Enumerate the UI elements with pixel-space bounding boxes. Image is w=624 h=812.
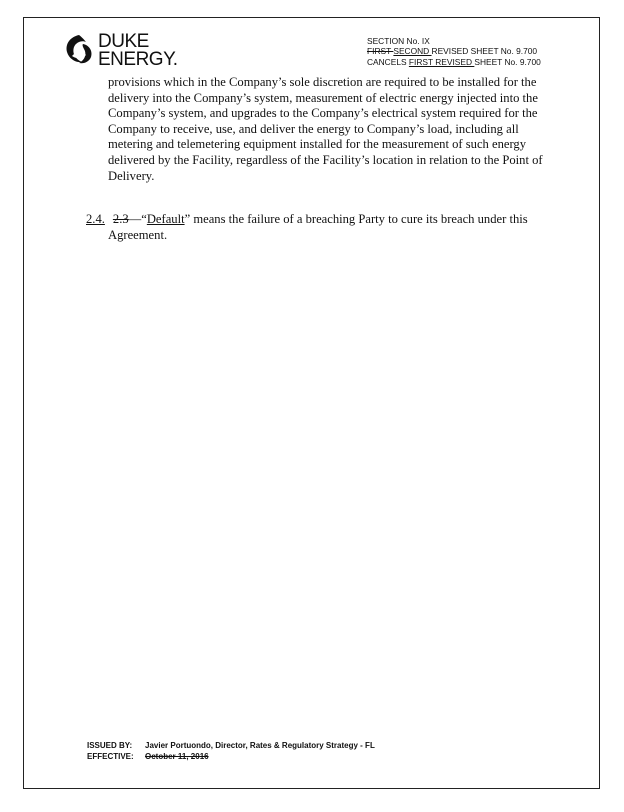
cancels-prefix: CANCELS (367, 56, 409, 67)
effective-line (87, 752, 375, 763)
logo-text-duke: DUKE (98, 31, 149, 52)
quote-open: “ (141, 212, 147, 226)
revised-sheet-text: REVISED SHEET No. 9.700 (431, 46, 538, 57)
cancels-inserted-text: FIRST REVISED (408, 56, 475, 67)
definition-text: means the failure of a breaching Party to cure its breach under this (190, 212, 528, 226)
quote-close: ” (184, 212, 191, 226)
item-number: 2.4. (86, 212, 105, 226)
logo-text-energy: ENERGY. (98, 49, 178, 70)
issued-by-value: Javier Portuondo, Director, Rates & Regulatory Strategy - FL (145, 741, 375, 750)
duke-energy-logo (62, 28, 212, 76)
item-dash: — (128, 212, 142, 226)
duke-energy-flame-icon (62, 32, 96, 66)
cancels-sheet-text: SHEET No. 9.700 (474, 56, 541, 67)
effective-date: October 11, 2016 (145, 751, 209, 761)
issued-by-line (87, 741, 375, 752)
section-number: SECTION No. IX (367, 36, 430, 46)
defined-term: Default (146, 212, 185, 226)
issuance-footer (87, 741, 375, 762)
effective-label: EFFECTIVE: (87, 751, 134, 761)
deleted-item-number: 2.3 (112, 212, 129, 226)
revised-sheet-line (367, 46, 541, 56)
definition-continuation: Agreement. (108, 227, 168, 242)
paragraph-continuation: provisions which in the Company’s sole discretion are required to be installed for the delivery into the Company’s system, measurement of electric energy injected into the Company’s system, and upgrades to the Company’s electrical system required for the Company to receive, use, and deliver the energy to Company’s load, including all metering and telemetering equipment installed for the measurement of such energy delivered by the Facility, regardless of the Facility’s location in relation to the Point of Delivery. (108, 75, 543, 183)
issued-by-label: ISSUED BY: (87, 741, 133, 750)
revised-inserted-text: SECOND (393, 46, 432, 57)
sheet-header (367, 36, 541, 67)
cancels-sheet-line (367, 57, 541, 67)
default-definition-paragraph (86, 212, 556, 243)
revised-deleted-text: FIRST (367, 46, 394, 57)
